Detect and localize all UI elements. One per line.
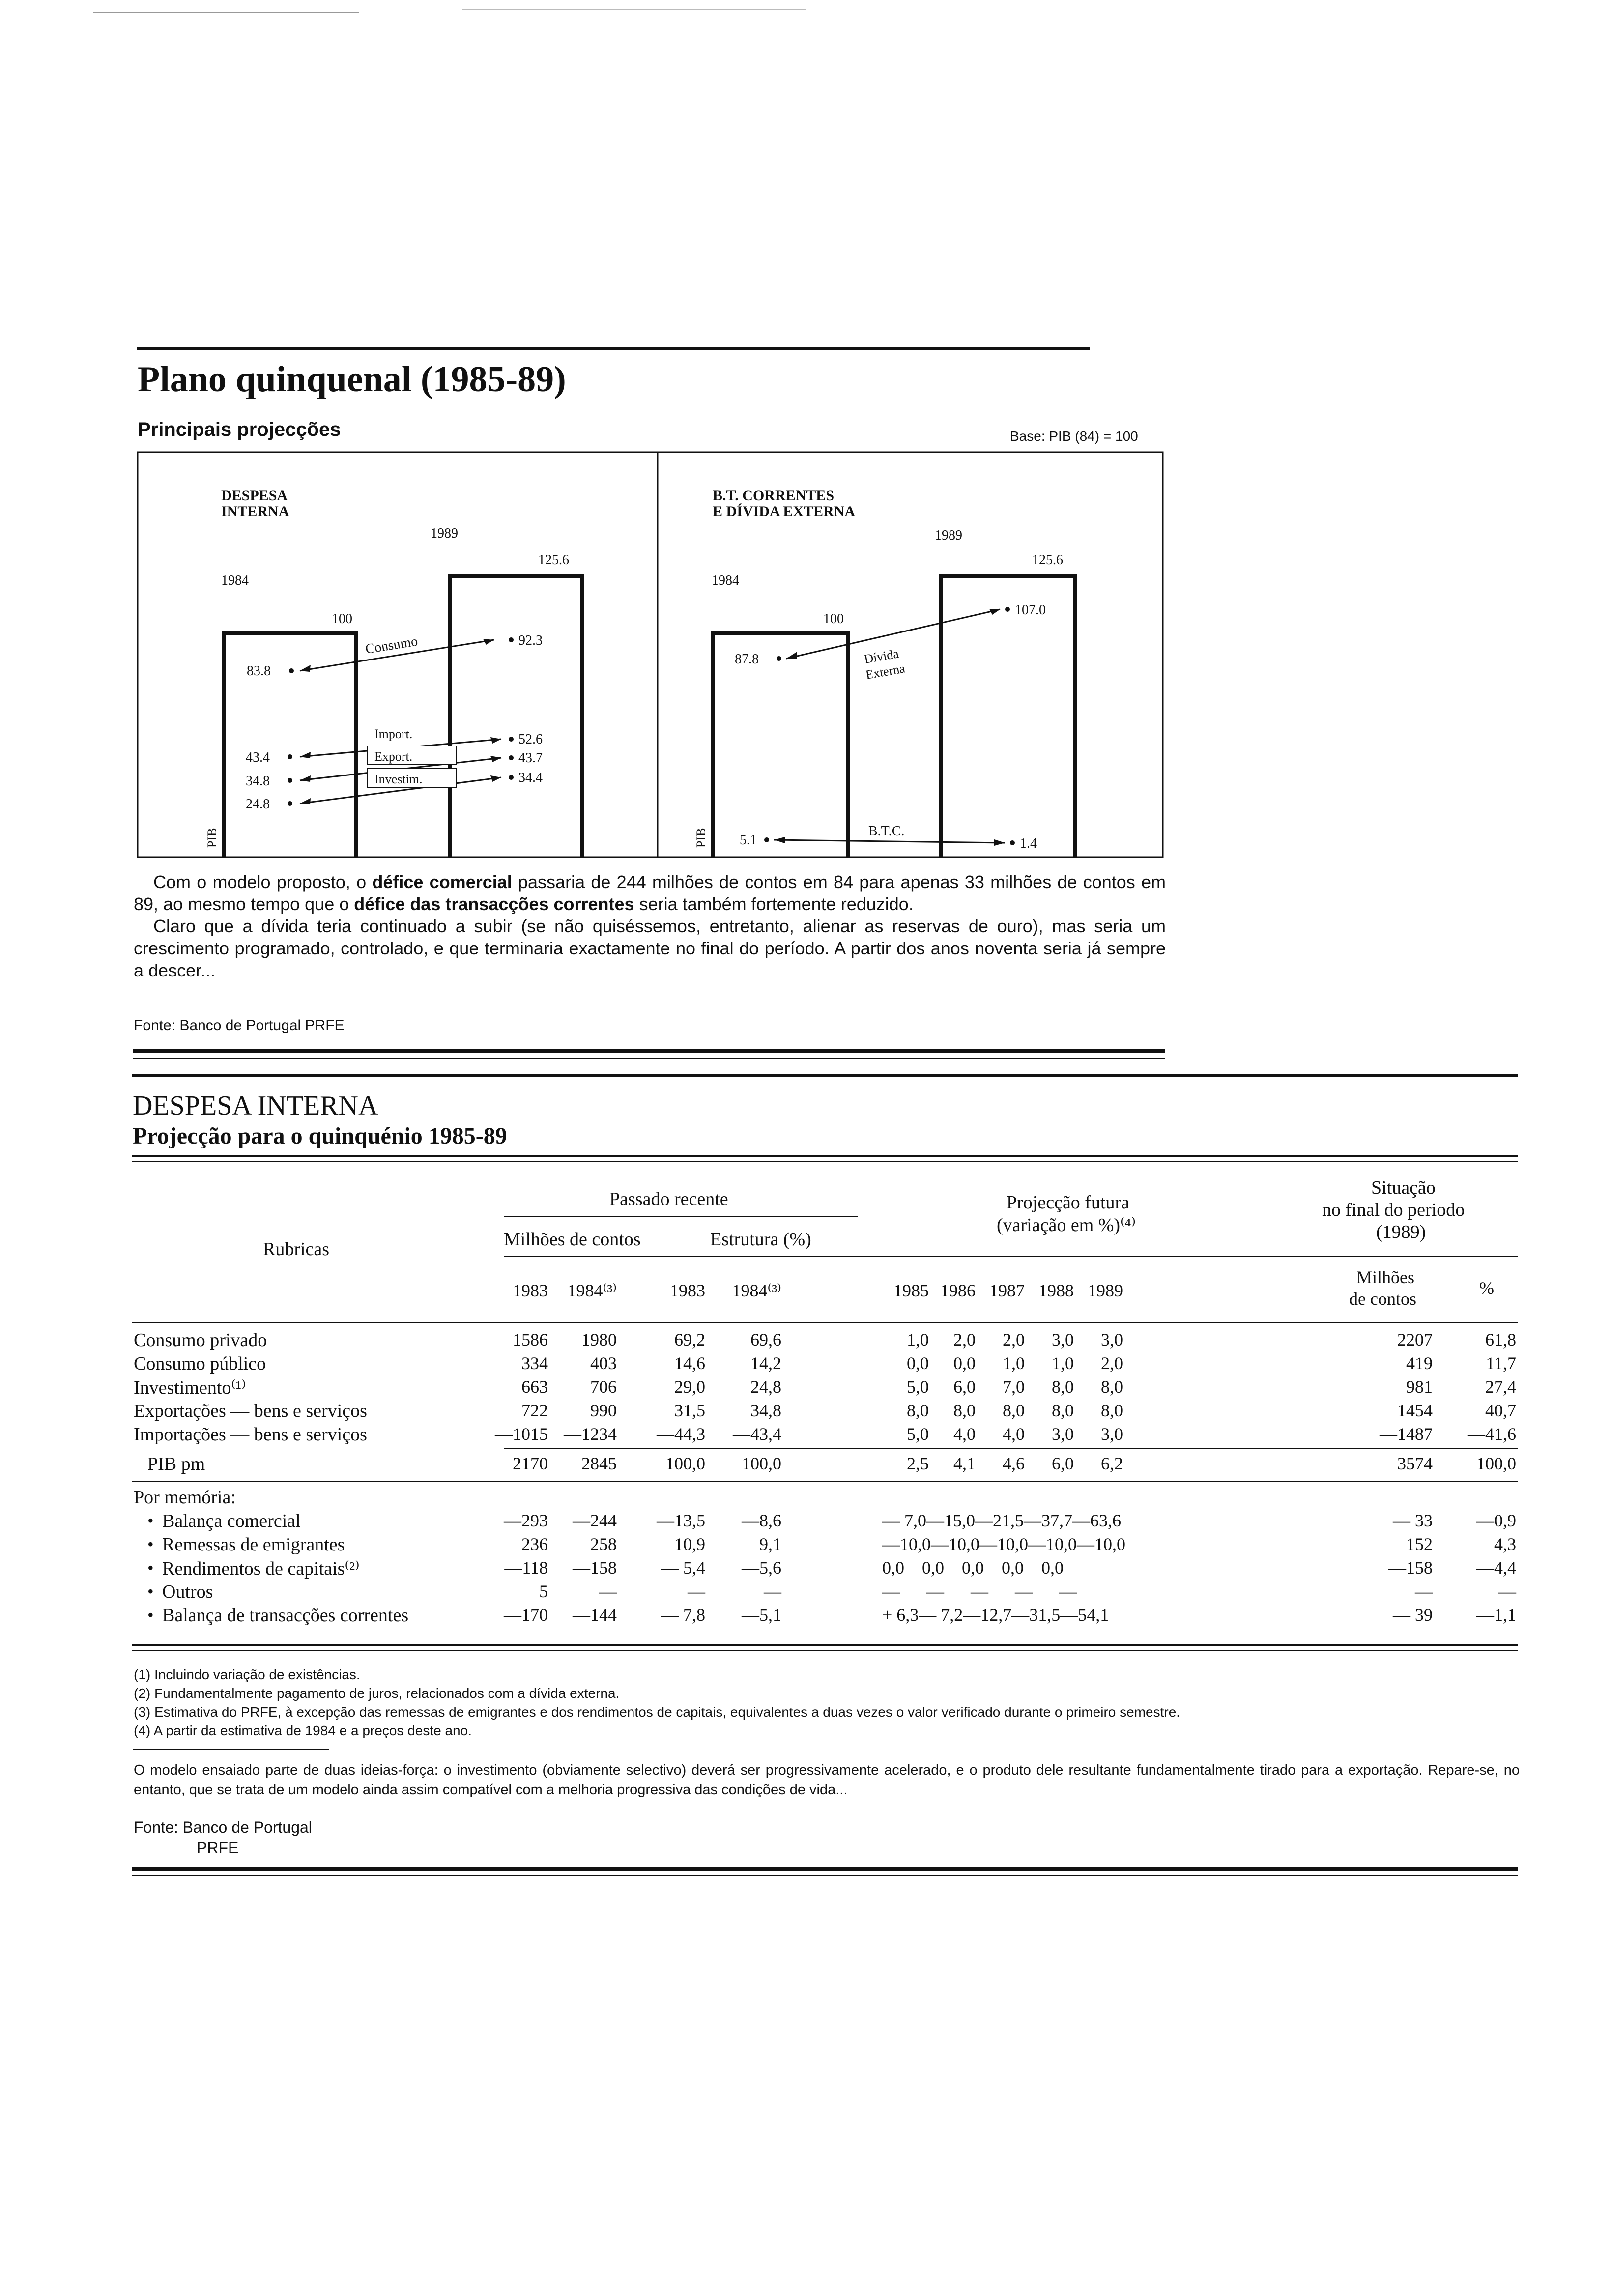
row-value-passado: 69,2 bbox=[674, 1330, 705, 1349]
consumo-label: Consumo bbox=[364, 633, 419, 657]
memoria-label: Por memória: bbox=[134, 1487, 236, 1508]
header-milhoes-2: de contos bbox=[1349, 1289, 1416, 1309]
row-value-situacao: —41,6 bbox=[1468, 1424, 1516, 1444]
row-value-passado: 14,2 bbox=[750, 1353, 781, 1373]
row-value-passado: —5,6 bbox=[742, 1558, 781, 1578]
row-value-situacao: 11,7 bbox=[1486, 1353, 1516, 1373]
table-top-rule bbox=[132, 1155, 1518, 1157]
row-value-passado: —13,5 bbox=[657, 1511, 705, 1530]
left-heading-2: INTERNA bbox=[221, 503, 289, 519]
row-value-situacao: 40,7 bbox=[1485, 1401, 1516, 1420]
header-rule bbox=[504, 1256, 1518, 1257]
row-value-passado: 100,0 bbox=[742, 1454, 781, 1473]
right-label-125-6: 125.6 bbox=[1032, 552, 1063, 568]
row-value-situacao: 981 bbox=[1406, 1377, 1433, 1397]
chart-frame bbox=[138, 452, 1163, 857]
row-value-passado: —118 bbox=[504, 1558, 548, 1578]
section2-subtitle: Projecção para o quinquénio 1985-89 bbox=[133, 1123, 507, 1149]
row-value-projeccao: 4,1 bbox=[953, 1454, 976, 1473]
section2-bottom-rule bbox=[132, 1867, 1518, 1871]
row-label: Investimento⁽¹⁾ bbox=[134, 1378, 246, 1398]
divida-1984-point bbox=[777, 656, 781, 661]
row-value-projeccao: 1,0 bbox=[907, 1330, 929, 1349]
row-value-situacao: — 33 bbox=[1393, 1511, 1433, 1530]
section2-bottom-rule-thin bbox=[132, 1875, 1518, 1876]
year-header-projeccao: 1986 bbox=[940, 1281, 976, 1300]
row-value-passado: 100,0 bbox=[665, 1454, 705, 1473]
row-value-situacao: —4,4 bbox=[1476, 1558, 1516, 1578]
year-header-projeccao: 1987 bbox=[989, 1281, 1025, 1300]
row-value-projeccao: 1,0 bbox=[1003, 1353, 1025, 1373]
row-value-projeccao: 8,0 bbox=[953, 1401, 976, 1420]
right-axis-label: PIB bbox=[694, 828, 708, 848]
year-header-projeccao: 1989 bbox=[1088, 1281, 1123, 1300]
row-value-passado: —293 bbox=[504, 1511, 548, 1530]
import-1989-point bbox=[509, 737, 514, 742]
table-bottom-rule bbox=[132, 1644, 1518, 1646]
row-label: Remessas de emigrantes bbox=[162, 1534, 345, 1555]
row-value-situacao: 4,3 bbox=[1494, 1534, 1516, 1554]
row-value-situacao: —0,9 bbox=[1476, 1511, 1516, 1530]
import-1984-point bbox=[288, 754, 292, 759]
export-1984-point bbox=[288, 778, 292, 783]
left-bar-1989 bbox=[450, 576, 582, 857]
row-value-passado: 236 bbox=[521, 1534, 548, 1554]
row-value-projeccao: 8,0 bbox=[1052, 1377, 1074, 1397]
divida-1984-value: 87.8 bbox=[735, 652, 759, 667]
row-value-projeccao: 3,0 bbox=[1052, 1424, 1074, 1444]
year-header-projeccao: 1988 bbox=[1038, 1281, 1074, 1300]
row-value-projeccao: 0,0 bbox=[907, 1353, 929, 1373]
header-passado-rule bbox=[504, 1216, 858, 1217]
row-value-projeccao: 4,0 bbox=[953, 1424, 976, 1444]
year-header-passado: 1983 bbox=[513, 1281, 548, 1300]
row-value-passado: —244 bbox=[573, 1511, 617, 1530]
row-label: Importações — bens e serviços bbox=[134, 1424, 367, 1445]
row-value-projeccao: 2,5 bbox=[907, 1454, 929, 1473]
year-header-passado: 1983 bbox=[670, 1281, 705, 1300]
row-value-situacao: — 39 bbox=[1393, 1605, 1433, 1625]
row-value-passado: —144 bbox=[573, 1605, 617, 1625]
row-value-passado: 1586 bbox=[513, 1330, 548, 1349]
row-value-situacao: 152 bbox=[1406, 1534, 1433, 1554]
row-value-passado: —158 bbox=[573, 1558, 617, 1578]
divida-1989-value: 107.0 bbox=[1015, 603, 1046, 618]
row-value-passado: —1015 bbox=[495, 1424, 548, 1444]
row-value-passado: 990 bbox=[590, 1401, 617, 1420]
right-heading-1: B.T. CORRENTES bbox=[713, 488, 835, 504]
section2-title: DESPESA INTERNA bbox=[133, 1091, 378, 1121]
bullet-icon: • bbox=[147, 1605, 154, 1625]
import-1989-value: 52.6 bbox=[518, 732, 543, 747]
pib-separator bbox=[504, 1448, 1518, 1449]
left-year-1984: 1984 bbox=[221, 573, 249, 588]
row-value-projeccao: 2,0 bbox=[953, 1330, 976, 1349]
row-value-projeccao: 8,0 bbox=[1052, 1401, 1074, 1420]
row-label: PIB pm bbox=[147, 1454, 205, 1474]
row-value-situacao: —158 bbox=[1388, 1558, 1433, 1578]
row-value-situacao: — bbox=[1415, 1581, 1433, 1601]
import-1984-value: 43.4 bbox=[246, 750, 270, 765]
row-value-projeccao: + 6,3— 7,2—12,7—31,5—54,1 bbox=[882, 1605, 1109, 1625]
row-label: Rendimentos de capitais⁽²⁾ bbox=[162, 1558, 360, 1579]
row-value-passado: —5,1 bbox=[742, 1605, 781, 1625]
section1-source: Fonte: Banco de Portugal PRFE bbox=[134, 1017, 345, 1033]
row-value-projeccao: 8,0 bbox=[907, 1401, 929, 1420]
row-value-situacao: —1487 bbox=[1380, 1424, 1433, 1444]
paragraph-1 bbox=[134, 871, 1166, 915]
header-passado: Passado recente bbox=[609, 1189, 728, 1209]
footnote-3: (3) Estimativa do PRFE, à excepção das remessas de emigrantes e dos rendimentos de capitais, equivalentes a duas vezes o valor verificado durante o primeiro semestre. bbox=[134, 1704, 1180, 1720]
investim-1989-value: 34.4 bbox=[518, 770, 543, 785]
row-value-projeccao: — 7,0—15,0—21,5—37,7—63,6 bbox=[882, 1511, 1121, 1530]
row-value-projeccao: —10,0—10,0—10,0—10,0—10,0 bbox=[882, 1534, 1125, 1554]
right-heading-2: E DÍVIDA EXTERNA bbox=[713, 503, 856, 519]
section2-source-1: Fonte: Banco de Portugal bbox=[134, 1818, 312, 1836]
row-value-projeccao: 6,0 bbox=[1052, 1454, 1074, 1473]
row-value-passado: 403 bbox=[590, 1353, 617, 1373]
row-label: Balança de transacções correntes bbox=[162, 1605, 409, 1626]
investim-1984-value: 24.8 bbox=[246, 797, 270, 812]
divida-label-2: Externa bbox=[864, 661, 906, 682]
row-value-projeccao: 7,0 bbox=[1003, 1377, 1025, 1397]
year-header-passado: 1984⁽³⁾ bbox=[567, 1281, 617, 1300]
footnote-2: (2) Fundamentalmente pagamento de juros, relacionados com a dívida externa. bbox=[134, 1686, 620, 1701]
consumo-1984-point bbox=[289, 668, 294, 673]
header-estrutura: Estrutura (%) bbox=[710, 1229, 811, 1250]
header-bottom-rule bbox=[132, 1322, 1518, 1323]
row-value-passado: 663 bbox=[521, 1377, 548, 1397]
row-value-passado: — 7,8 bbox=[661, 1605, 705, 1625]
row-value-projeccao: 4,0 bbox=[1003, 1424, 1025, 1444]
row-value-situacao: 27,4 bbox=[1485, 1377, 1516, 1397]
row-value-passado: 722 bbox=[521, 1401, 548, 1420]
paragraph-1-part-e: seria também fortemente reduzido. bbox=[634, 894, 914, 914]
row-value-projeccao: 2,0 bbox=[1101, 1353, 1123, 1373]
bullet-icon: • bbox=[147, 1511, 154, 1530]
header-pct: % bbox=[1479, 1278, 1494, 1298]
row-value-passado: 258 bbox=[590, 1534, 617, 1554]
row-value-projeccao: — — — — — bbox=[882, 1581, 1077, 1601]
btc-label: B.T.C. bbox=[868, 824, 905, 839]
row-value-projeccao: 8,0 bbox=[1003, 1401, 1025, 1420]
row-value-projeccao: 2,0 bbox=[1003, 1330, 1025, 1349]
investim-1984-point bbox=[288, 801, 292, 806]
row-value-situacao: — bbox=[1498, 1581, 1516, 1601]
row-value-passado: —43,4 bbox=[733, 1424, 781, 1444]
table-bottom-rule-thin bbox=[132, 1650, 1518, 1651]
row-label: Balança comercial bbox=[162, 1511, 301, 1531]
table-top-rule-thin bbox=[132, 1161, 1518, 1162]
section1-subtitle: Principais projecções bbox=[138, 419, 341, 440]
left-bar-1984 bbox=[224, 633, 356, 857]
projection-chart bbox=[133, 447, 1170, 860]
btc-1989-value: 1.4 bbox=[1020, 836, 1037, 851]
paragraph-1-part-c: passaria de 244 milhões de contos em 84 para apenas 33 milhões de contos em 89, ao mesmo tempo que o bbox=[134, 872, 1166, 914]
row-value-passado: — 5,4 bbox=[661, 1558, 705, 1578]
row-value-passado: — bbox=[688, 1581, 705, 1601]
row-value-projeccao: 8,0 bbox=[1101, 1401, 1123, 1420]
export-1989-point bbox=[509, 755, 514, 760]
row-value-passado: —1234 bbox=[564, 1424, 617, 1444]
row-value-passado: — bbox=[764, 1581, 781, 1601]
row-value-passado: 5 bbox=[539, 1581, 548, 1601]
row-value-passado: 24,8 bbox=[750, 1377, 781, 1397]
row-value-passado: 1980 bbox=[581, 1330, 617, 1349]
row-value-passado: 34,8 bbox=[750, 1401, 781, 1420]
row-value-passado: 334 bbox=[521, 1353, 548, 1373]
year-header-projeccao: 1985 bbox=[893, 1281, 929, 1300]
row-value-projeccao: 3,0 bbox=[1101, 1330, 1123, 1349]
export-1984-value: 34.8 bbox=[246, 774, 270, 789]
memoria-separator bbox=[132, 1481, 1518, 1482]
investim-1989-point bbox=[509, 775, 514, 780]
row-value-situacao: 100,0 bbox=[1476, 1454, 1516, 1473]
header-situacao-1: Situação bbox=[1371, 1177, 1436, 1198]
left-heading-1: DESPESA bbox=[221, 488, 288, 504]
btc-1984-point bbox=[764, 837, 769, 842]
row-label: Outros bbox=[162, 1581, 213, 1602]
left-year-1989: 1989 bbox=[431, 526, 458, 541]
row-value-passado: 2170 bbox=[513, 1454, 548, 1473]
row-value-projeccao: 6,2 bbox=[1101, 1454, 1123, 1473]
year-header-passado: 1984⁽³⁾ bbox=[732, 1281, 781, 1300]
section1-title: Plano quinquenal (1985-89) bbox=[138, 359, 566, 400]
paragraph-1-bold-1: défice comercial bbox=[372, 872, 512, 892]
bullet-icon: • bbox=[147, 1558, 154, 1578]
header-milhoes-1: Milhões bbox=[1356, 1267, 1415, 1287]
header-projeccao-2: (variação em %)⁽⁴⁾ bbox=[997, 1215, 1136, 1235]
row-value-situacao: 2207 bbox=[1397, 1330, 1433, 1349]
left-label-100: 100 bbox=[332, 611, 352, 627]
section1-top-rule bbox=[137, 347, 1090, 350]
bullet-icon: • bbox=[147, 1581, 154, 1601]
note-rule bbox=[133, 1749, 329, 1750]
row-value-passado: 29,0 bbox=[674, 1377, 705, 1397]
bullet-icon: • bbox=[147, 1534, 154, 1554]
row-value-passado: 31,5 bbox=[674, 1401, 705, 1420]
header-situacao-2: no final do periodo bbox=[1322, 1200, 1465, 1220]
row-value-passado: 69,6 bbox=[750, 1330, 781, 1349]
row-value-passado: 10,9 bbox=[674, 1534, 705, 1554]
row-value-passado: — bbox=[599, 1581, 617, 1601]
left-axis-label: PIB bbox=[205, 828, 219, 848]
row-value-projeccao: 0,0 bbox=[953, 1353, 976, 1373]
consumo-1989-point bbox=[509, 637, 514, 642]
import-label: Import. bbox=[374, 727, 413, 741]
right-bar-1984 bbox=[713, 633, 848, 857]
row-value-projeccao: 5,0 bbox=[907, 1424, 929, 1444]
row-value-projeccao: 3,0 bbox=[1052, 1330, 1074, 1349]
right-year-1989: 1989 bbox=[935, 528, 962, 543]
scan-mark bbox=[462, 9, 806, 10]
paragraph-1-part-a: Com o modelo proposto, o bbox=[153, 872, 373, 892]
row-value-passado: —170 bbox=[504, 1605, 548, 1625]
scan-mark bbox=[93, 12, 359, 13]
paragraph-1-bold-2: défice das transacções correntes bbox=[354, 894, 634, 914]
row-value-situacao: 3574 bbox=[1397, 1454, 1433, 1473]
row-value-projeccao: 1,0 bbox=[1052, 1353, 1074, 1373]
export-1989-value: 43.7 bbox=[518, 750, 543, 766]
header-rubricas: Rubricas bbox=[263, 1239, 330, 1260]
right-label-100: 100 bbox=[823, 611, 844, 627]
header-situacao-3: (1989) bbox=[1376, 1222, 1426, 1242]
row-value-passado: —44,3 bbox=[657, 1424, 705, 1444]
row-label: Consumo privado bbox=[134, 1330, 267, 1350]
row-value-projeccao: 5,0 bbox=[907, 1377, 929, 1397]
investim-label: Investim. bbox=[374, 772, 423, 786]
section2-top-rule bbox=[132, 1074, 1518, 1077]
paragraph-2: Claro que a dívida teria continuado a subir (se não quiséssemos, entretanto, alienar as reservas de ouro), mas seria um crescimento programado, controlado, e que terminaria exactamente no final do período. A partir dos anos noventa seria já sempre a descer... bbox=[134, 916, 1166, 980]
row-value-passado: 706 bbox=[590, 1377, 617, 1397]
btc-1989-point bbox=[1010, 840, 1015, 845]
divida-1989-point bbox=[1005, 607, 1010, 612]
header-projeccao-1: Projecção futura bbox=[1007, 1192, 1130, 1213]
row-label: Exportações — bens e serviços bbox=[134, 1401, 367, 1421]
row-value-situacao: 1454 bbox=[1397, 1401, 1433, 1420]
note-paragraph: O modelo ensaiado parte de duas ideias-força: o investimento (obviamente selectivo) deverá ser progressivamente acelerado, e o produto dele resultante fundamentalmente tirado para a exportação. Repare-se, no entanto, que se trata de um modelo ainda assim compatível com a melhoria progressiva das condições de vida... bbox=[134, 1762, 1520, 1798]
row-value-passado: 9,1 bbox=[759, 1534, 781, 1554]
row-value-situacao: 61,8 bbox=[1485, 1330, 1516, 1349]
row-value-projeccao: 3,0 bbox=[1101, 1424, 1123, 1444]
row-value-projeccao: 8,0 bbox=[1101, 1377, 1123, 1397]
left-label-125-6: 125.6 bbox=[538, 552, 569, 568]
consumo-1989-value: 92.3 bbox=[518, 633, 543, 648]
row-value-passado: 2845 bbox=[581, 1454, 617, 1473]
row-value-projeccao: 6,0 bbox=[953, 1377, 976, 1397]
row-value-projeccao: 4,6 bbox=[1003, 1454, 1025, 1473]
divida-label-1: Dívida bbox=[863, 646, 900, 666]
btc-1984-value: 5.1 bbox=[740, 832, 757, 848]
consumo-1984-value: 83.8 bbox=[247, 663, 271, 679]
footnote-1: (1) Incluindo variação de existências. bbox=[134, 1667, 360, 1682]
section2-source-2: PRFE bbox=[197, 1839, 239, 1857]
base-note: Base: PIB (84) = 100 bbox=[1010, 429, 1138, 444]
right-year-1984: 1984 bbox=[712, 573, 739, 588]
row-value-situacao: 419 bbox=[1406, 1353, 1433, 1373]
btc-arrow bbox=[774, 840, 1005, 843]
row-value-situacao: —1,1 bbox=[1476, 1605, 1516, 1625]
header-milhoes-contos: Milhões de contos bbox=[504, 1229, 641, 1250]
row-label: Consumo público bbox=[134, 1353, 266, 1374]
section1-bottom-rule-thin bbox=[133, 1058, 1165, 1059]
row-value-passado: —8,6 bbox=[742, 1511, 781, 1530]
footnote-4: (4) A partir da estimativa de 1984 e a preços deste ano. bbox=[134, 1723, 472, 1738]
row-value-projeccao: 0,0 0,0 0,0 0,0 0,0 bbox=[882, 1558, 1064, 1578]
export-label: Export. bbox=[374, 749, 413, 764]
row-value-passado: 14,6 bbox=[674, 1353, 705, 1373]
section1-bottom-rule bbox=[133, 1049, 1165, 1053]
